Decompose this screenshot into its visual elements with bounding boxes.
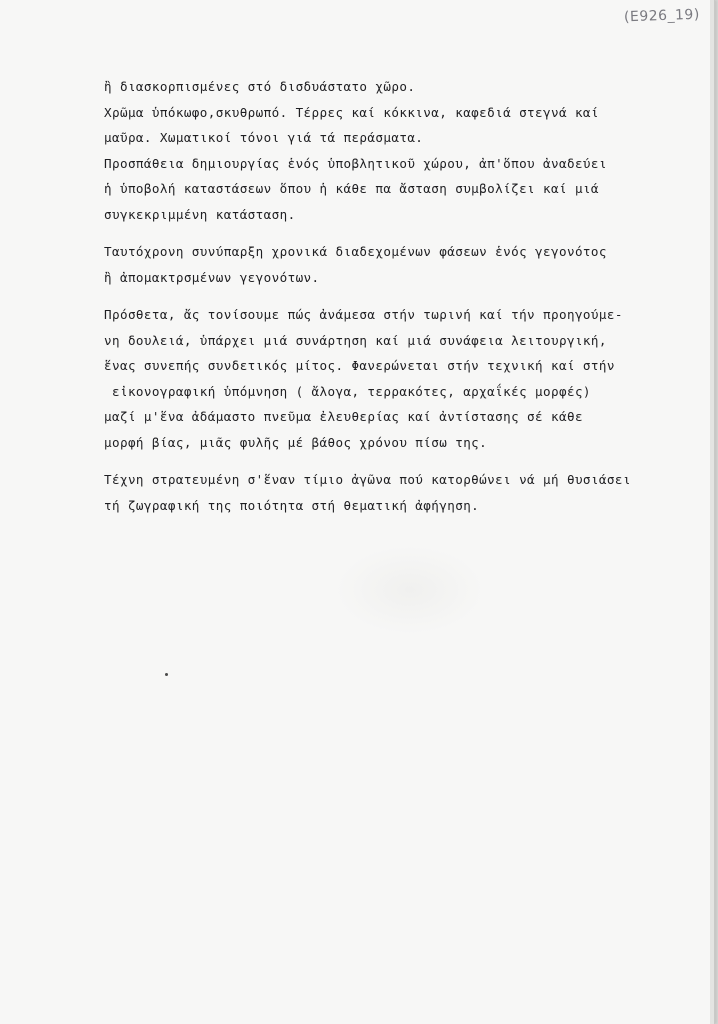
text-line: μαζί μ'ἕνα ἀδάμαστο πνεῦμα ἐλευθερίας καί ἀντίστασης σέ κάθε [104,409,583,424]
text-line: εἰκονογραφική ὑπόμνηση ( ἄλογα, τερρακότες, αρχαΐκές μορφές) [104,383,591,399]
ink-speck [165,673,168,676]
paragraph-4 [104,467,704,518]
text-line: νη δουλειά, ὑπάρχει μιά συνάρτηση καί μιά συνάφεια λειτουργική, [104,332,607,348]
text-line: Χρῶμα ὑπόκωφο,σκυθρωπό. Τέρρες καί κόκκινα, καφεδιά στεγνά καί [104,104,599,120]
text-line: Προσπάθεια δημιουργίας ἑνός ὑποβλητικοῦ χώρου, ἀπ'ὅπου ἀναδεύει [104,155,607,171]
text-line: μορφή βίας, μιᾶς φυλῆς μέ βάθος χρόνου πίσω της. [104,434,488,450]
text-line: συγκεκριμμένη κατάσταση. [104,206,296,222]
text-line: ἕνας συνεπής συνδετικός μίτος. Φανερώνεται στήν τεχνική καί στήν [104,358,615,373]
text-line: ἡ ὑποβολή καταστάσεων ὅπου ἡ κάθε πα ἄσταση συμβολίζει καί μιά [104,181,599,196]
text-line: μαῦρα. Χωματικοί τόνοι γιά τά περάσματα. [104,130,424,145]
typewritten-text-body [104,74,704,530]
paragraph-1 [104,74,704,227]
paper-smudge [335,545,485,635]
text-line: ἢ ἀπομακτρσμένων γεγονότων. [104,269,320,285]
paper-edge [710,0,714,1024]
paragraph-3 [104,302,704,455]
paragraph-2 [104,239,704,290]
text-line: Τέχνη στρατευμένη σ'ἕναν τίμιο ἀγῶνα πού κατορθώνει νά μή θυσιάσει [104,472,631,487]
text-line: Πρόσθετα, ἄς τονίσουμε πώς ἀνάμεσα στήν τωρινή καί τήν προηγούμε- [104,307,623,322]
archive-reference-mark: (E926_19) [623,6,701,26]
text-line: Ταυτόχρονη συνύπαρξη χρονικά διαδεχομένων φάσεων ἑνός γεγονότος [104,244,607,259]
text-line: ἢ διασκορπισμένες στό δισδυάστατο χῶρο. [104,79,416,94]
text-line: τή ζωγραφική της ποιότητα στή θεματική ἀφήγηση. [104,497,480,513]
